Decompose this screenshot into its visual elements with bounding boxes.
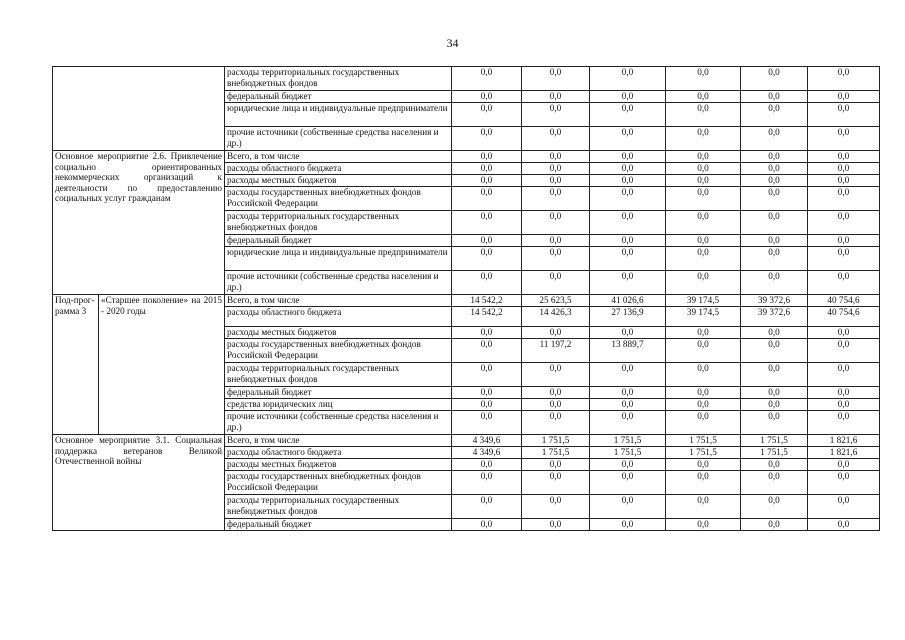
- funding-source-cell: федеральный бюджет: [225, 519, 452, 531]
- value-cell: 0,0: [808, 151, 880, 163]
- value-cell: 0,0: [741, 271, 808, 295]
- value-cell: 0,0: [590, 247, 666, 271]
- value-cell: 0,0: [522, 327, 590, 339]
- value-cell: 0,0: [590, 411, 666, 435]
- value-cell: 39 174,5: [666, 295, 741, 307]
- value-cell: 0,0: [741, 339, 808, 363]
- value-cell: 1 751,5: [522, 435, 590, 447]
- value-cell: 0,0: [452, 151, 522, 163]
- value-cell: 0,0: [522, 67, 590, 91]
- value-cell: 0,0: [522, 495, 590, 519]
- value-cell: 0,0: [666, 103, 741, 127]
- value-cell: 1 821,6: [808, 447, 880, 459]
- value-cell: 0,0: [666, 247, 741, 271]
- value-cell: 1 751,5: [666, 447, 741, 459]
- value-cell: 0,0: [741, 519, 808, 531]
- value-cell: 0,0: [452, 471, 522, 495]
- funding-source-cell: средства юридических лиц: [225, 399, 452, 411]
- value-cell: 0,0: [590, 387, 666, 399]
- value-cell: 0,0: [590, 67, 666, 91]
- value-cell: 0,0: [666, 91, 741, 103]
- value-cell: 0,0: [666, 339, 741, 363]
- value-cell: 0,0: [522, 519, 590, 531]
- value-cell: 0,0: [666, 471, 741, 495]
- value-cell: 1 751,5: [741, 447, 808, 459]
- value-cell: 0,0: [590, 91, 666, 103]
- measure-3-1-title: Основное мероприятие 3.1. Социальная поддержка ветеранов Великой Отечественной войны: [53, 435, 225, 531]
- value-cell: 0,0: [808, 271, 880, 295]
- value-cell: 0,0: [452, 519, 522, 531]
- value-cell: 0,0: [452, 411, 522, 435]
- value-cell: 0,0: [741, 471, 808, 495]
- value-cell: 1 751,5: [666, 435, 741, 447]
- value-cell: 0,0: [741, 187, 808, 211]
- value-cell: 39 372,6: [741, 295, 808, 307]
- value-cell: 1 751,5: [590, 435, 666, 447]
- value-cell: 0,0: [741, 67, 808, 91]
- value-cell: 0,0: [522, 387, 590, 399]
- value-cell: 0,0: [741, 235, 808, 247]
- value-cell: 0,0: [452, 327, 522, 339]
- value-cell: 0,0: [452, 67, 522, 91]
- value-cell: 0,0: [808, 247, 880, 271]
- value-cell: 0,0: [666, 271, 741, 295]
- value-cell: 0,0: [452, 387, 522, 399]
- value-cell: 0,0: [452, 211, 522, 235]
- value-cell: 0,0: [666, 235, 741, 247]
- value-cell: 0,0: [590, 163, 666, 175]
- value-cell: 25 623,5: [522, 295, 590, 307]
- value-cell: 0,0: [590, 519, 666, 531]
- value-cell: 13 889,7: [590, 339, 666, 363]
- value-cell: 0,0: [590, 103, 666, 127]
- funding-source-cell: Всего, в том числе: [225, 435, 452, 447]
- table-row: [53, 295, 880, 307]
- value-cell: 0,0: [666, 151, 741, 163]
- value-cell: 0,0: [741, 363, 808, 387]
- value-cell: 0,0: [808, 471, 880, 495]
- value-cell: 0,0: [522, 103, 590, 127]
- funding-source-cell: расходы областного бюджета: [225, 447, 452, 459]
- subprogram-3-title: «Старшее поколение» на 2015 - 2020 годы: [99, 295, 225, 435]
- funding-source-cell: расходы местных бюджетов: [225, 175, 452, 187]
- value-cell: 0,0: [452, 459, 522, 471]
- funding-source-cell: расходы местных бюджетов: [225, 459, 452, 471]
- value-cell: 14 542,2: [452, 307, 522, 327]
- value-cell: 0,0: [590, 175, 666, 187]
- funding-source-cell: Всего, в том числе: [225, 151, 452, 163]
- value-cell: 0,0: [522, 247, 590, 271]
- value-cell: 14 426,3: [522, 307, 590, 327]
- funding-source-cell: прочие источники (собственные средства населения и др.): [225, 127, 452, 151]
- value-cell: 0,0: [590, 399, 666, 411]
- funding-source-cell: расходы местных бюджетов: [225, 327, 452, 339]
- value-cell: 0,0: [666, 163, 741, 175]
- value-cell: 14 542,2: [452, 295, 522, 307]
- value-cell: 0,0: [808, 127, 880, 151]
- value-cell: 0,0: [452, 163, 522, 175]
- value-cell: 0,0: [808, 387, 880, 399]
- value-cell: 0,0: [452, 399, 522, 411]
- value-cell: 0,0: [808, 103, 880, 127]
- value-cell: 0,0: [808, 411, 880, 435]
- value-cell: 0,0: [522, 211, 590, 235]
- value-cell: 0,0: [808, 339, 880, 363]
- value-cell: 0,0: [666, 175, 741, 187]
- value-cell: 1 751,5: [590, 447, 666, 459]
- value-cell: 0,0: [590, 495, 666, 519]
- value-cell: 0,0: [741, 327, 808, 339]
- value-cell: 0,0: [522, 151, 590, 163]
- page-number: 34: [446, 36, 459, 50]
- value-cell: 0,0: [522, 91, 590, 103]
- value-cell: 0,0: [666, 363, 741, 387]
- funding-source-cell: расходы областного бюджета: [225, 307, 452, 327]
- value-cell: 4 349,6: [452, 435, 522, 447]
- table-row: [53, 151, 880, 163]
- funding-source-cell: прочие источники (собственные средства населения и др.): [225, 411, 452, 435]
- value-cell: 0,0: [452, 187, 522, 211]
- funding-source-cell: юридические лица и индивидуальные предприниматели: [225, 247, 452, 271]
- value-cell: 40 754,6: [808, 307, 880, 327]
- table-row: [53, 435, 880, 447]
- value-cell: 0,0: [666, 67, 741, 91]
- value-cell: 0,0: [452, 363, 522, 387]
- value-cell: 0,0: [666, 127, 741, 151]
- value-cell: 0,0: [452, 91, 522, 103]
- value-cell: 0,0: [808, 235, 880, 247]
- value-cell: 4 349,6: [452, 447, 522, 459]
- value-cell: 0,0: [741, 163, 808, 175]
- value-cell: 0,0: [808, 519, 880, 531]
- value-cell: 0,0: [452, 127, 522, 151]
- value-cell: 0,0: [452, 235, 522, 247]
- value-cell: 0,0: [666, 495, 741, 519]
- value-cell: 0,0: [590, 235, 666, 247]
- value-cell: 40 754,6: [808, 295, 880, 307]
- funding-source-cell: расходы территориальных государственных внебюджетных фондов: [225, 211, 452, 235]
- value-cell: 0,0: [522, 163, 590, 175]
- funding-source-cell: расходы территориальных государственных внебюджетных фондов: [225, 67, 452, 91]
- value-cell: 0,0: [522, 411, 590, 435]
- funding-source-cell: расходы территориальных государственных внебюджетных фондов: [225, 363, 452, 387]
- value-cell: 0,0: [808, 175, 880, 187]
- value-cell: 0,0: [808, 495, 880, 519]
- value-cell: 0,0: [452, 175, 522, 187]
- funding-source-cell: расходы государственных внебюджетных фондов Российской Федерации: [225, 187, 452, 211]
- funding-source-cell: федеральный бюджет: [225, 91, 452, 103]
- value-cell: 0,0: [522, 399, 590, 411]
- value-cell: 0,0: [590, 187, 666, 211]
- value-cell: 0,0: [666, 187, 741, 211]
- value-cell: 0,0: [741, 459, 808, 471]
- value-cell: 0,0: [741, 387, 808, 399]
- funding-source-cell: федеральный бюджет: [225, 387, 452, 399]
- funding-source-cell: расходы государственных внебюджетных фондов Российской Федерации: [225, 471, 452, 495]
- value-cell: 0,0: [590, 151, 666, 163]
- value-cell: 0,0: [808, 187, 880, 211]
- value-cell: 1 821,6: [808, 435, 880, 447]
- funding-source-cell: расходы областного бюджета: [225, 163, 452, 175]
- budget-table: [52, 66, 880, 531]
- value-cell: 0,0: [452, 247, 522, 271]
- value-cell: 1 751,5: [522, 447, 590, 459]
- value-cell: 0,0: [452, 271, 522, 295]
- table-row: [53, 67, 880, 91]
- value-cell: 0,0: [741, 211, 808, 235]
- value-cell: 39 372,6: [741, 307, 808, 327]
- value-cell: 0,0: [741, 495, 808, 519]
- value-cell: 0,0: [808, 363, 880, 387]
- funding-source-cell: Всего, в том числе: [225, 295, 452, 307]
- value-cell: 0,0: [522, 235, 590, 247]
- funding-source-cell: расходы территориальных государственных внебюджетных фондов: [225, 495, 452, 519]
- value-cell: 0,0: [808, 163, 880, 175]
- subprogram-3-code: Под-прог-рамма 3: [53, 295, 99, 435]
- value-cell: 0,0: [666, 519, 741, 531]
- value-cell: 39 174,5: [666, 307, 741, 327]
- value-cell: 0,0: [741, 151, 808, 163]
- value-cell: 0,0: [522, 187, 590, 211]
- value-cell: 0,0: [666, 211, 741, 235]
- value-cell: 0,0: [666, 327, 741, 339]
- value-cell: 0,0: [452, 103, 522, 127]
- value-cell: 0,0: [808, 459, 880, 471]
- value-cell: 0,0: [522, 175, 590, 187]
- value-cell: 0,0: [808, 67, 880, 91]
- value-cell: 0,0: [808, 211, 880, 235]
- value-cell: 0,0: [590, 327, 666, 339]
- value-cell: 1 751,5: [741, 435, 808, 447]
- value-cell: 0,0: [522, 363, 590, 387]
- value-cell: 0,0: [808, 327, 880, 339]
- value-cell: 0,0: [741, 91, 808, 103]
- value-cell: 0,0: [666, 387, 741, 399]
- value-cell: 0,0: [808, 399, 880, 411]
- value-cell: 27 136,9: [590, 307, 666, 327]
- value-cell: 0,0: [590, 459, 666, 471]
- funding-source-cell: юридические лица и индивидуальные предприниматели: [225, 103, 452, 127]
- value-cell: 0,0: [666, 459, 741, 471]
- value-cell: 0,0: [522, 127, 590, 151]
- value-cell: 0,0: [741, 127, 808, 151]
- value-cell: 0,0: [741, 103, 808, 127]
- blank-cell: [53, 67, 225, 151]
- value-cell: 0,0: [590, 471, 666, 495]
- funding-source-cell: прочие источники (собственные средства населения и др.): [225, 271, 452, 295]
- value-cell: 0,0: [452, 495, 522, 519]
- value-cell: 0,0: [666, 411, 741, 435]
- value-cell: 0,0: [452, 339, 522, 363]
- funding-source-cell: федеральный бюджет: [225, 235, 452, 247]
- measure-2-6-title: Основное мероприятие 2.6. Привлечение социально ориентированных некоммерческих организаций к деятельности по предоставлению социальных услуг гражданам: [53, 151, 225, 295]
- value-cell: 0,0: [590, 271, 666, 295]
- value-cell: 0,0: [808, 91, 880, 103]
- value-cell: 0,0: [666, 399, 741, 411]
- value-cell: 0,0: [590, 363, 666, 387]
- value-cell: 0,0: [741, 175, 808, 187]
- value-cell: 0,0: [741, 399, 808, 411]
- value-cell: 41 026,6: [590, 295, 666, 307]
- funding-source-cell: расходы государственных внебюджетных фондов Российской Федерации: [225, 339, 452, 363]
- value-cell: 0,0: [741, 411, 808, 435]
- value-cell: 0,0: [522, 471, 590, 495]
- value-cell: 0,0: [522, 271, 590, 295]
- value-cell: 0,0: [590, 211, 666, 235]
- value-cell: 11 197,2: [522, 339, 590, 363]
- value-cell: 0,0: [522, 459, 590, 471]
- value-cell: 0,0: [741, 247, 808, 271]
- value-cell: 0,0: [590, 127, 666, 151]
